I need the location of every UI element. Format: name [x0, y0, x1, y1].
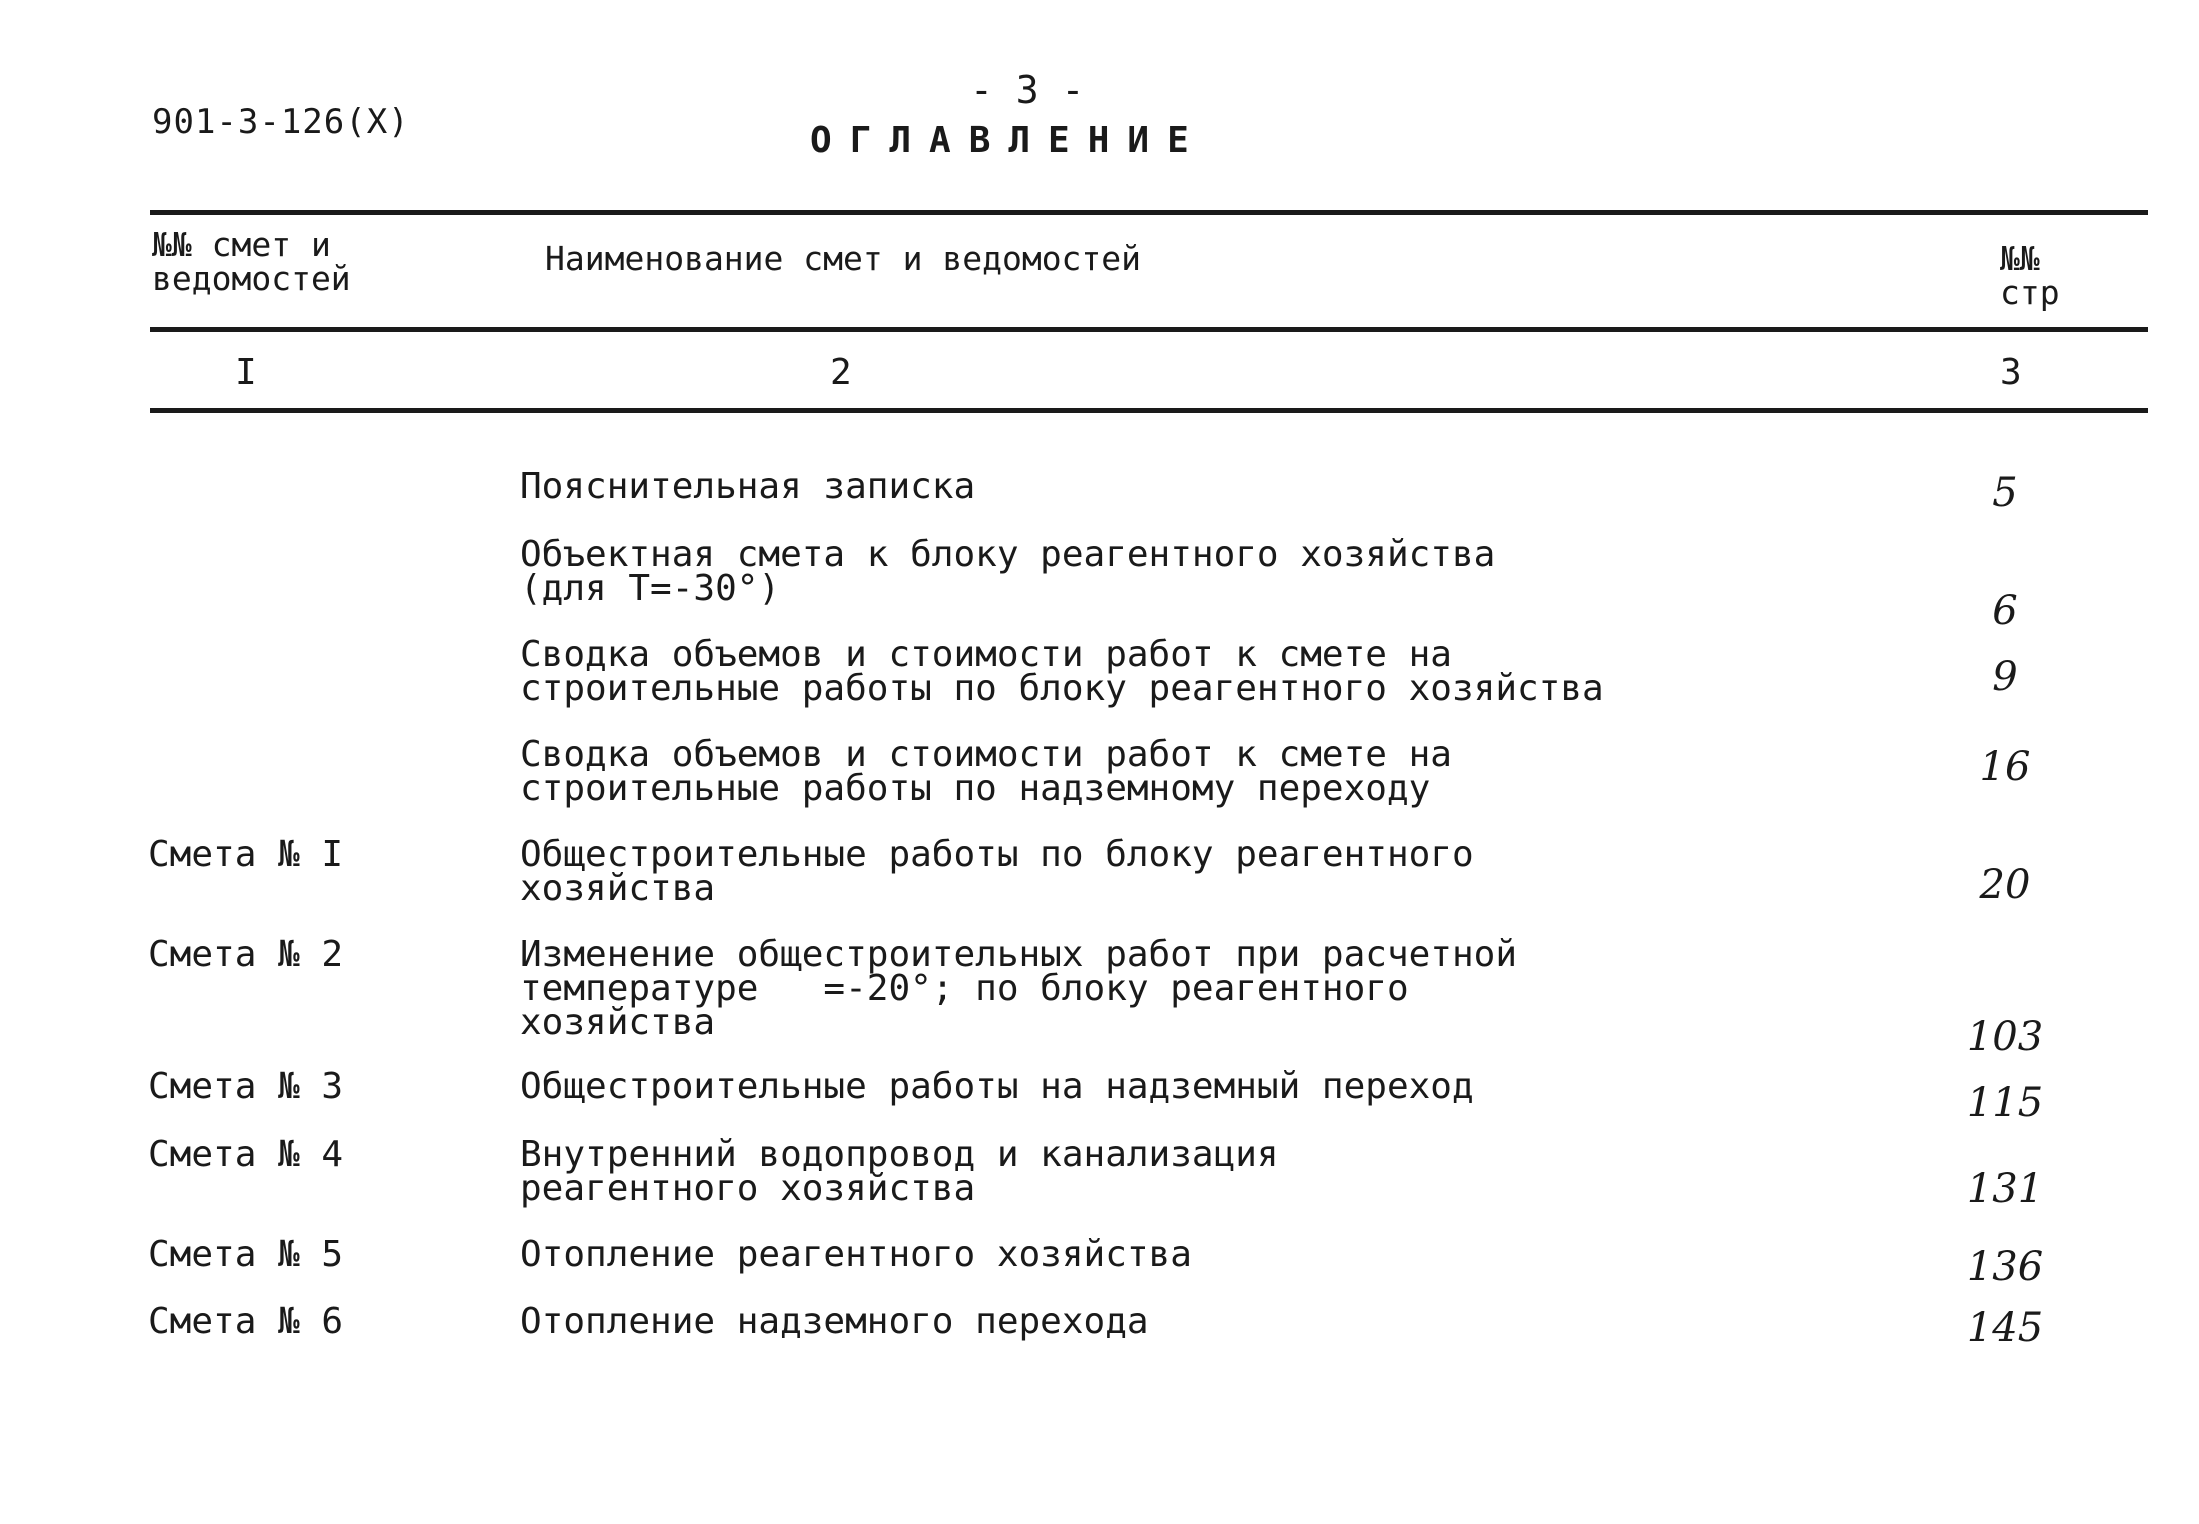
row-name-line: температуре =-20°; по блоку реагентного	[520, 968, 1409, 1009]
page-number: - 3 -	[970, 68, 1085, 112]
column-header-pages	[2000, 239, 2060, 312]
row-page-number: 103	[1966, 1014, 2044, 1060]
row-name-line: (для Т=-30°)	[520, 568, 781, 609]
column-number-1: I	[235, 352, 257, 393]
header-rule	[150, 327, 2148, 332]
document-code: 901-3-126(X)	[152, 102, 410, 142]
column-header-pages-line2: стр	[2000, 273, 2060, 312]
row-code: Смета № I	[148, 834, 344, 875]
row-name-line: Пояснительная записка	[520, 466, 976, 507]
row-page-number: 6	[1992, 588, 2018, 634]
row-page-number: 9	[1992, 654, 2018, 700]
row-name-line: Объектная смета к блоку реагентного хозяйства	[520, 534, 1496, 575]
row-code: Смета № 2	[148, 934, 344, 975]
row-code: Смета № 4	[148, 1134, 344, 1175]
row-page-number: 16	[1979, 744, 2031, 790]
row-name	[520, 466, 976, 507]
row-page-number: 131	[1966, 1166, 2044, 1212]
column-header-codes-line1: №№ смет и	[152, 225, 331, 264]
row-page-number: 5	[1992, 470, 2018, 516]
column-header-names: Наименование смет и ведомостей	[545, 239, 1142, 278]
row-name	[520, 1301, 1149, 1342]
row-name-line: хозяйства	[520, 1002, 716, 1043]
row-name-line: строительные работы по надземному переходу	[520, 768, 1431, 809]
row-name	[520, 534, 1496, 609]
row-page-number: 20	[1979, 862, 2031, 908]
column-header-codes	[152, 225, 351, 298]
column-header-pages-line1: №№	[2000, 239, 2040, 278]
column-numbers-rule	[150, 408, 2148, 413]
row-code: Смета № 5	[148, 1234, 344, 1275]
row-name	[520, 1234, 1192, 1275]
row-name-line: Сводка объемов и стоимости работ к смете на	[520, 734, 1452, 775]
row-page-number: 115	[1966, 1080, 2044, 1126]
row-page-number: 145	[1966, 1305, 2044, 1351]
row-name	[520, 834, 1474, 909]
row-page-number: 136	[1966, 1244, 2044, 1290]
row-name-line: реагентного хозяйства	[520, 1168, 976, 1209]
column-number-2: 2	[830, 352, 852, 393]
row-name-line: Сводка объемов и стоимости работ к смете на	[520, 634, 1452, 675]
column-number-3: 3	[2000, 352, 2022, 393]
column-header-codes-line2: ведомостей	[152, 259, 351, 298]
row-name-line: Отопление реагентного хозяйства	[520, 1234, 1192, 1275]
row-name	[520, 934, 1517, 1043]
row-name	[520, 734, 1452, 809]
row-name-line: Внутренний водопровод и канализация	[520, 1134, 1279, 1175]
row-name-line: Общестроительные работы на надземный переход	[520, 1066, 1474, 1107]
row-name	[520, 634, 1604, 709]
row-name	[520, 1066, 1474, 1107]
row-code: Смета № 6	[148, 1301, 344, 1342]
row-name-line: Общестроительные работы по блоку реагентного	[520, 834, 1474, 875]
page-title: ОГЛАВЛЕНИЕ	[810, 120, 1207, 161]
row-code: Смета № 3	[148, 1066, 344, 1107]
row-name	[520, 1134, 1279, 1209]
row-name-line: хозяйства	[520, 868, 716, 909]
row-name-line: Отопление надземного перехода	[520, 1301, 1149, 1342]
row-name-line: Изменение общестроительных работ при расчетной	[520, 934, 1517, 975]
row-name-line: строительные работы по блоку реагентного хозяйства	[520, 668, 1604, 709]
table-top-rule	[150, 210, 2148, 215]
